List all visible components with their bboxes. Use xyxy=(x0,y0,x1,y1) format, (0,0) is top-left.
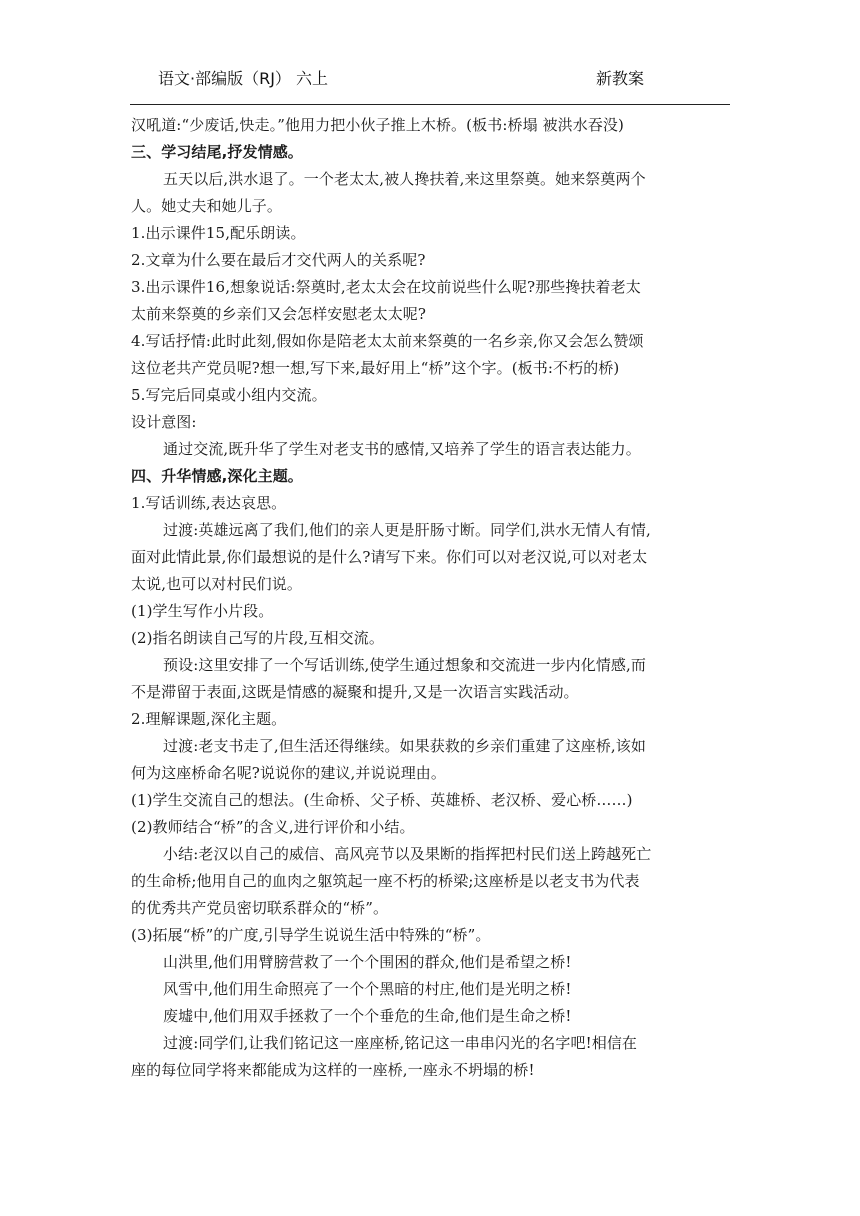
list-item: (2)指名朗读自己写的片段,互相交流。 xyxy=(131,629,384,647)
paragraph-line: 过渡:英雄远离了我们,他们的亲人更是肝肠寸断。同学们,洪水无情人有情, xyxy=(163,521,651,539)
list-item: 3.出示课件16,想象说话:祭奠时,老太太会在坟前说些什么呢?那些搀扶着老太 xyxy=(131,278,641,296)
paragraph-line: 预设:这里安排了一个写话训练,使学生通过想象和交流进一步内化情感,而 xyxy=(163,656,646,674)
paragraph-line: 人。她丈夫和她儿子。 xyxy=(131,197,283,215)
header-lesson-plan-label: 新教案 xyxy=(596,69,645,88)
paragraph-line: 山洪里,他们用臂膀营救了一个个围困的群众,他们是希望之桥! xyxy=(163,953,572,971)
paragraph-line: 过渡:老支书走了,但生活还得继续。如果获救的乡亲们重建了这座桥,该如 xyxy=(163,737,646,755)
list-item: (1)学生写作小片段。 xyxy=(131,602,274,620)
paragraph-line: 通过交流,既升华了学生对老支书的感情,又培养了学生的语言表达能力。 xyxy=(163,440,641,458)
paragraph-line: 面对此情此景,你们最想说的是什么?请写下来。你们可以对老汉说,可以对老太 xyxy=(131,548,648,566)
list-item: (2)教师结合“桥”的含义,进行评价和小结。 xyxy=(131,818,415,836)
page-header xyxy=(0,66,860,90)
paragraph-line: 废墟中,他们用双手拯救了一个个垂危的生命,他们是生命之桥! xyxy=(163,1007,572,1025)
header-textbook-label: 语文·部编版（RJ） 六上 xyxy=(158,69,329,88)
list-item: 1.写话训练,表达哀思。 xyxy=(131,494,287,512)
paragraph-line: 何为这座桥命名呢?说说你的建议,并说说理由。 xyxy=(131,764,447,782)
list-item: 2.文章为什么要在最后才交代两人的关系呢? xyxy=(131,251,426,269)
paragraph-line: 太说,也可以对村民们说。 xyxy=(131,575,302,593)
paragraph-line: 座的每位同学将来都能成为这样的一座桥,一座永不坍塌的桥! xyxy=(131,1061,535,1079)
paragraph-line: 不是滞留于表面,这既是情感的凝聚和提升,又是一次语言实践活动。 xyxy=(131,683,579,701)
section-heading: 三、学习结尾,抒发情感。 xyxy=(131,143,303,161)
paragraph-line: 的优秀共产党员密切联系群众的“桥”。 xyxy=(131,899,389,917)
paragraph-line: 风雪中,他们用生命照亮了一个个黑暗的村庄,他们是光明之桥! xyxy=(163,980,572,998)
design-intent-label: 设计意图: xyxy=(131,413,197,431)
list-item: 5.写完后同桌或小组内交流。 xyxy=(131,386,327,404)
list-item: 2.理解课题,深化主题。 xyxy=(131,710,287,728)
list-item-continued: 太前来祭奠的乡亲们又会怎样安慰老太太呢? xyxy=(131,305,427,323)
section-heading: 四、升华情感,深化主题。 xyxy=(131,467,303,485)
list-item: (3)拓展“桥”的广度,引导学生说说生活中特殊的“桥”。 xyxy=(131,926,491,944)
paragraph-line: 五天以后,洪水退了。一个老太太,被人搀扶着,来这里祭奠。她来祭奠两个 xyxy=(163,170,646,188)
header-divider xyxy=(130,104,730,105)
document-body xyxy=(131,112,731,1084)
paragraph-line: 的生命桥;他用自己的血肉之躯筑起一座不朽的桥梁;这座桥是以老支书为代表 xyxy=(131,872,640,890)
list-item: 1.出示课件15,配乐朗读。 xyxy=(131,224,306,242)
list-item: 4.写话抒情:此时此刻,假如你是陪老太太前来祭奠的一名乡亲,你又会怎么赞颂 xyxy=(131,332,644,350)
list-item-continued: 这位老共产党员呢?想一想,写下来,最好用上“桥”这个字。(板书:不朽的桥) xyxy=(131,359,620,377)
paragraph-line: 过渡:同学们,让我们铭记这一座座桥,铭记这一串串闪光的名字吧!相信在 xyxy=(163,1034,638,1052)
text-line: 汉吼道:“少废话,快走。”他用力把小伙子推上木桥。(板书:桥塌 被洪水吞没) xyxy=(131,116,624,134)
paragraph-line: 小结:老汉以自己的威信、高风亮节以及果断的指挥把村民们送上跨越死亡 xyxy=(163,845,652,863)
list-item: (1)学生交流自己的想法。(生命桥、父子桥、英雄桥、老汉桥、爱心桥……) xyxy=(131,791,633,809)
